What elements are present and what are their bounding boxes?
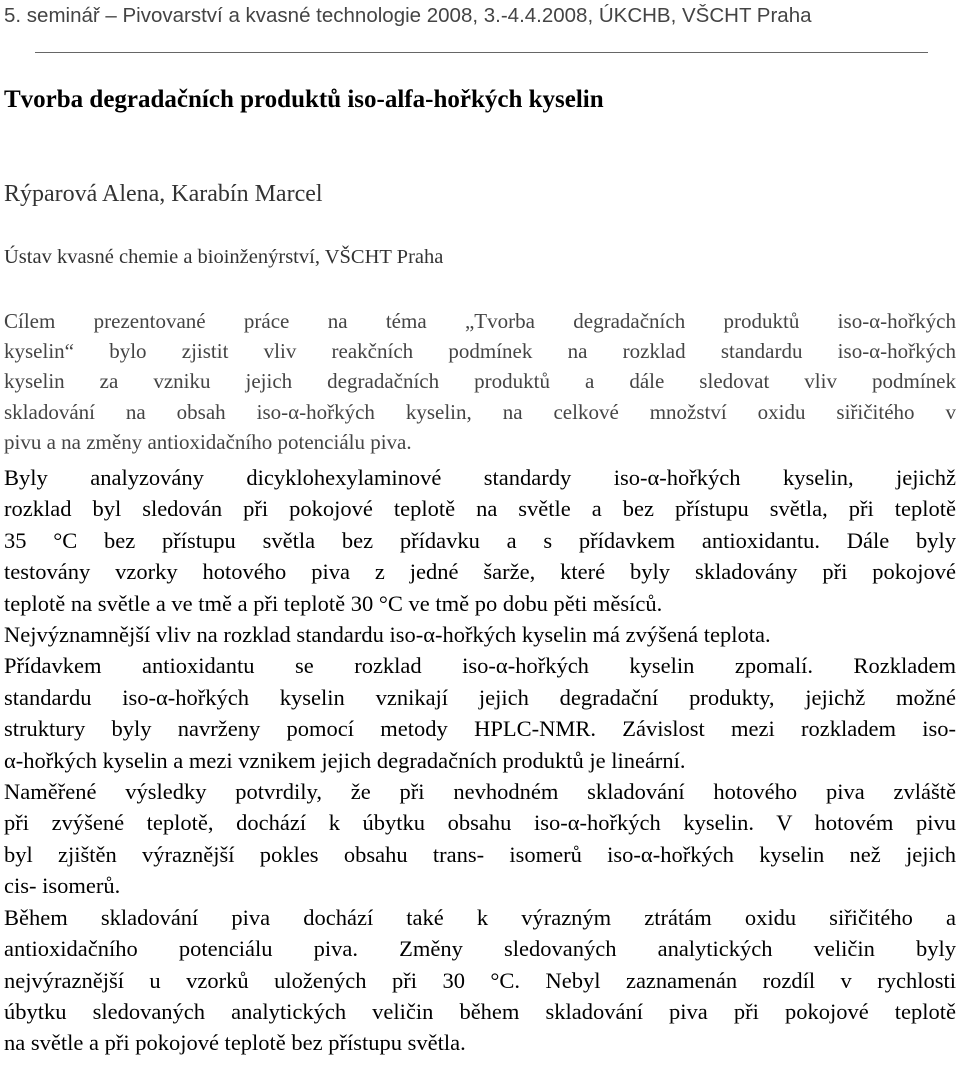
authors: Rýparová Alena, Karabín Marcel bbox=[4, 181, 323, 207]
text-line: Naměřené výsledky potvrdily, že při nevhodném skladování hotového piva zvláště bbox=[4, 779, 956, 805]
intro-paragraph bbox=[4, 306, 956, 457]
text-line: α-hořkých kyselin a mezi vznikem jejich degradačních produktů je lineární. bbox=[4, 747, 686, 773]
header-rule bbox=[35, 52, 928, 53]
text-line: na světle a při pokojové teplotě bez přístupu světla. bbox=[4, 1030, 466, 1056]
text-line: struktury byly navrženy pomocí metody HPLC-NMR. Závislost mezi rozkladem iso- bbox=[4, 716, 956, 742]
text-line: nejvýraznější u vzorků uložených při 30 °C. Nebyl zaznamenán rozdíl v rychlosti bbox=[4, 967, 956, 993]
text-line: byl zjištěn výraznější pokles obsahu trans- isomerů iso-α-hořkých kyselin než jejich bbox=[4, 841, 956, 867]
affiliation: Ústav kvasné chemie a bioinženýrství, VŠCHT Praha bbox=[4, 246, 444, 268]
text-line: testovány vzorky hotového piva z jedné šarže, které byly skladovány při pokojové bbox=[4, 559, 956, 585]
text-line: Byly analyzovány dicyklohexylaminové standardy iso-α-hořkých kyselin, jejichž bbox=[4, 465, 956, 490]
text-line: rozklad byl sledován při pokojové teplotě na světle a bez přístupu světla, při teplotě bbox=[4, 496, 956, 522]
text-line: skladování na obsah iso-α-hořkých kyselin, na celkové množství oxidu siřičitého v bbox=[4, 399, 956, 424]
text-line: teplotě na světle a ve tmě a při teplotě 30 °C ve tmě po dobu pěti měsíců. bbox=[4, 590, 663, 616]
article-title: Tvorba degradačních produktů iso-alfa-hořkých kyselin bbox=[4, 86, 604, 113]
text-line: kyselin“ bylo zjistit vliv reakčních podmínek na rozklad standardu iso-α-hořkých bbox=[4, 339, 956, 364]
text-line: Přídavkem antioxidantu se rozklad iso-α-hořkých kyselin zpomalí. Rozkladem bbox=[4, 653, 956, 679]
text-line: Nejvýznamnější vliv na rozklad standardu iso-α-hořkých kyselin má zvýšená teplota. bbox=[4, 622, 771, 648]
text-line: kyselin za vzniku jejich degradačních produktů a dále sledovat vliv podmínek bbox=[4, 369, 956, 394]
text-line: cis- isomerů. bbox=[4, 873, 121, 899]
text-line: standardu iso-α-hořkých kyselin vznikají jejich degradační produkty, jejichž možné bbox=[4, 684, 956, 710]
text-line: při zvýšené teplotě, dochází k úbytku obsahu iso-α-hořkých kyselin. V hotovém pivu bbox=[4, 810, 956, 836]
text-line: Cílem prezentované práce na téma „Tvorba degradačních produktů iso-α-hořkých bbox=[4, 309, 956, 333]
text-line: antioxidačního potenciálu piva. Změny sledovaných analytických veličin byly bbox=[4, 936, 956, 962]
text-line: Během skladování piva dochází také k výrazným ztrátám oxidu siřičitého a bbox=[4, 904, 956, 930]
body-text bbox=[4, 462, 956, 1059]
running-header: 5. seminář – Pivovarství a kvasné technologie 2008, 3.-4.4.2008, ÚKCHB, VŠCHT Praha bbox=[4, 4, 812, 27]
text-line: úbytku sledovaných analytických veličin během skladování piva při pokojové teplotě bbox=[4, 998, 956, 1024]
text-line: 35 °C bez přístupu světla bez přídavku a s přídavkem antioxidantu. Dále byly bbox=[4, 527, 956, 553]
text-line: pivu a na změny antioxidačního potenciálu piva. bbox=[4, 429, 412, 454]
